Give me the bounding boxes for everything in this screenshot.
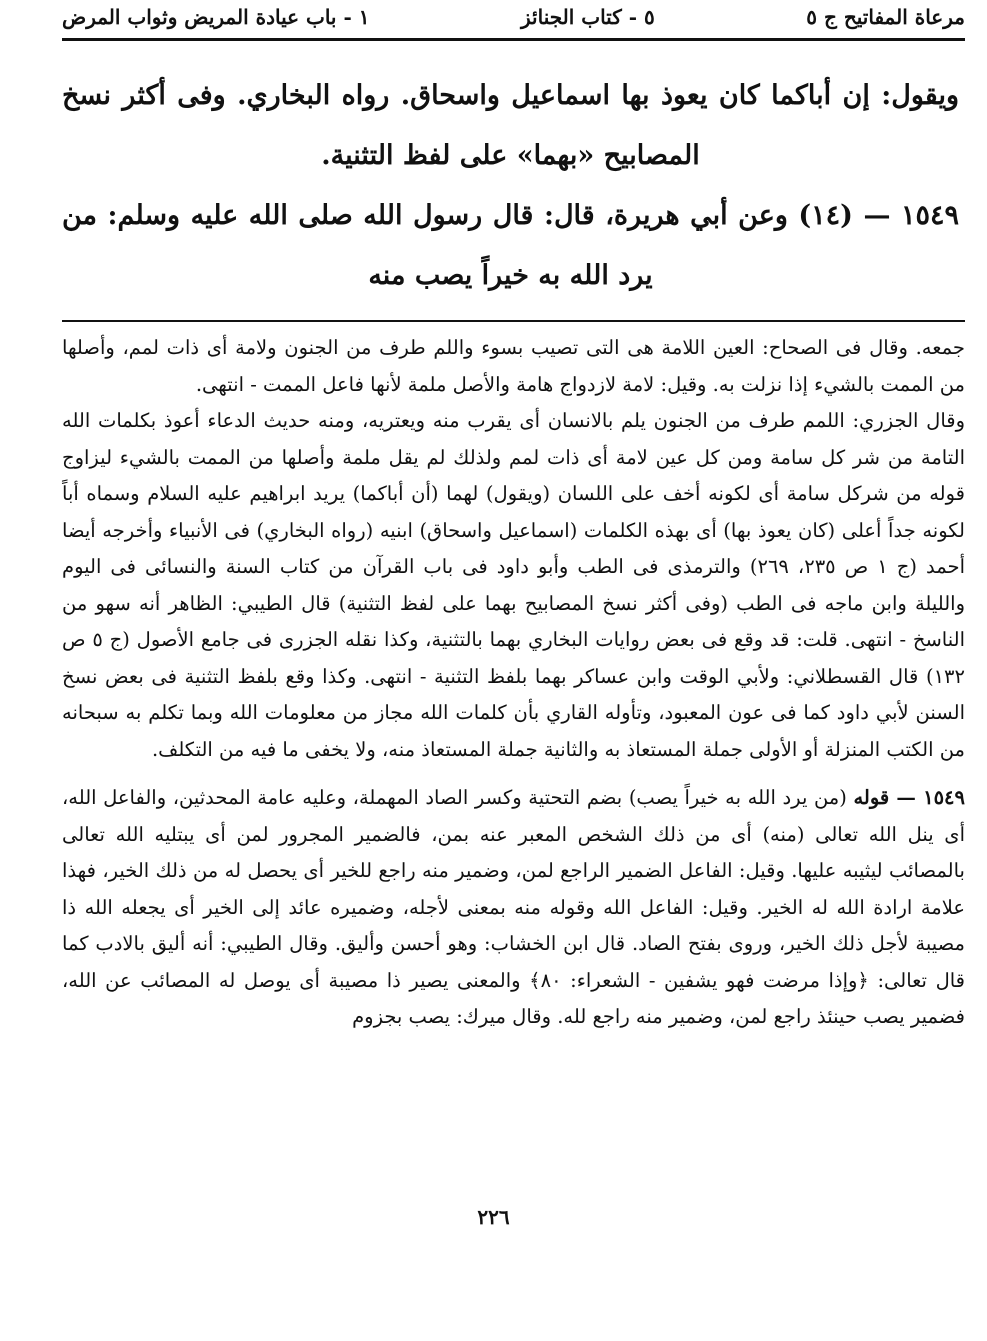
running-header xyxy=(62,0,965,34)
header-section: ١ - باب عيادة المريض وثواب المرض xyxy=(62,5,370,29)
main-paragraph: ويقول: إن أباكما كان يعوذ بها اسماعيل واسحاق. رواه البخاري. وفى أكثر نسخ المصابيح «بهما» على لفظ التثنية. xyxy=(62,80,959,171)
main-text xyxy=(62,66,959,306)
main-separator xyxy=(62,320,965,322)
commentary-hadith-number: ١٥٤٩ — قوله xyxy=(853,786,965,809)
commentary-paragraph-3 xyxy=(62,780,965,1036)
header-rule xyxy=(62,38,965,41)
header-chapter: ٥ - كتاب الجنائز xyxy=(521,5,655,29)
header-book-title: مرعاة المفاتيح ج ٥ xyxy=(806,5,965,29)
page-number: ٢٢٦ xyxy=(477,1205,510,1229)
commentary xyxy=(62,330,965,1036)
commentary-paragraph-3-text: (من يرد الله به خيراً يصب) بضم التحتية وكسر الصاد المهملة، وعليه عامة المحدثين، والفاعل الله، أى ينل الله تعالى (منه) أى من ذلك الشخص المعبر عنه بمن، فالضمير المجرور لمن أى يبتليه الله تعالى بالمصائب ليثيبه عليها. وقيل: الفاعل الضمير الراجع لمن، وضمير منه راجع للخير أى يحصل له من ذلك الخير، فهذا علامة ارادة الله له الخير. وقيل: الفاعل الله وقوله منه بمعنى لأجله، وضميره عائد إلى الخير أى يجعله الله ذا مصيبة لأجل ذلك الخير، وروى بفتح الصاد. قال ابن الخشاب: وهو أحسن وأليق. وقال الطيبي: أنه أليق بالادب كما قال تعالى: ﴿وإذا مرضت فهو يشفين - الشعراء: ٨٠﴾ والمعنى يصير ذا مصيبة أى يوصل له المصائب عن الله، فضمير يصب حينئذ راجع لمن، وضمير منه راجع لله. وقال ميرك: يصب بجزوم xyxy=(62,786,966,1028)
hadith-text: ١٥٤٩ — (١٤) وعن أبي هريرة، قال: قال رسول الله صلى الله عليه وسلم: من يرد الله به خيراً يصب منه xyxy=(62,200,959,291)
commentary-paragraph-2: وقال الجزري: اللمم طرف من الجنون يلم بالانسان أى يقرب منه ويعتريه، ومنه حديث الدعاء أعوذ بكلمات الله التامة من شر كل سامة ومن كل عين لامة أى ذات لمم ولذلك لم يقل ملمة وأصلها من الممت بالشيء ليزاوج قوله من شركل سامة أى لكونه أخف على اللسان (ويقول) لهما (أن أباكما) يريد ابراهيم عليه السلام وسماه أباً لكونه جداً أعلى (كان يعوذ بها) أى بهذه الكلمات (اسماعيل واسحاق) ابنيه (رواه البخاري) فى الأنبياء وأخرجه أيضا أحمد (ج ١ ص ٢٣٥، ٢٦٩) والترمذى فى الطب وأبو داود فى باب القرآن من كتاب السنة والنسائى فى اليوم والليلة وابن ماجه فى الطب (وفى أكثر نسخ المصابيح بهما على لفظ التثنية) قال الطيبي: الظاهر أنه سهو من الناسخ - انتهى. قلت: قد وقع فى بعض روايات البخاري بهما بالتثنية، وكذا نقله الجزرى فى جامع الأصول (ج ٥ ص ١٣٢) قال القسطلاني: ولأبي الوقت وابن عساكر بهما بلفظ التثنية - انتهى. وكذا وقع بلفظ التثنية فى بعض نسخ السنن لأبي داود كما فى عون المعبود، وتأوله القاري بأن كلمات الله مجاز من معلومات الله وبما تكلم به سبحانه من الكتب المنزلة أو الأولى جملة المستعاذ به والثانية جملة المستعاذ منه، ولا يخفى ما فيه من التكلف. xyxy=(62,409,965,761)
commentary-paragraph-1: جمعه. وقال فى الصحاح: العين اللامة هى التى تصيب بسوء واللم طرف من الجنون ولامة أى ذات لمم، وأصلها من الممت بالشيء إذا نزلت به. وقيل: لامة لازدواج هامة والأصل ملمة لأنها فاعل الممت - انتهى. xyxy=(62,336,965,396)
